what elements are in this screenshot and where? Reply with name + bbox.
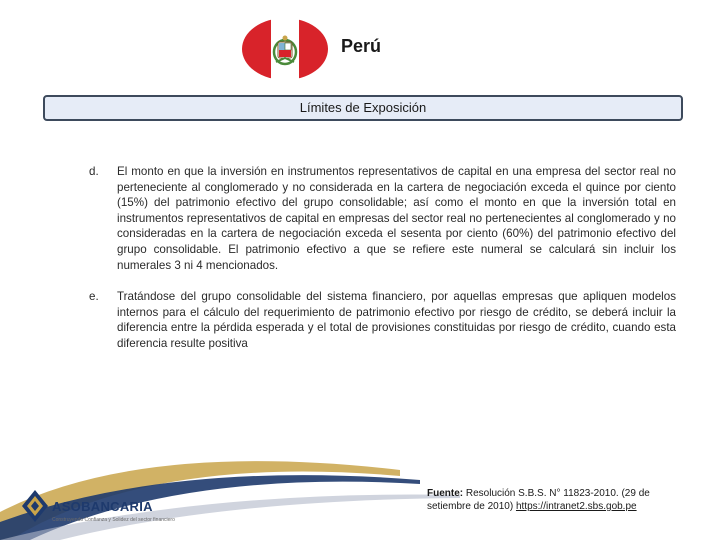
source-link[interactable]: https://intranet2.sbs.gob.pe [515,501,637,512]
logo-name: ASOBANCARIA [52,499,153,514]
source-text: Resolución S.B.S. N° 11823-2010. (29 de setiembre de 2010) [427,488,650,512]
list-marker: e. [89,290,99,303]
list-item [89,289,676,351]
list-item [89,164,676,273]
source-label: Fuente: [427,488,464,499]
list-item-text: Tratándose del grupo consolidable del sistema financiero, por aquellas empresas que apliquen modelos internos para el cálculo del requerimiento de patrimonio efectivo por riesgo de crédito, se deberá incluir la diferencia entre la pérdida esperada y el total de provisiones constituidas por riesgo de crédito, cuando esta diferencia resulte positiva [117,290,676,350]
list-item-text: El monto en que la inversión en instrumentos representativos de capital en una empresa del sector real no perteneciente al conglomerado y no considerada en la cartera de negociación exceda el quince por ciento (15%) del patrimonio efectivo del grupo consolidable; así como el monto en que la inversión total en instrumentos representativos de capital en empresas del sector real no pertenecientes al conglomerado y no consideradas en la cartera de negociación exceda el sesenta por ciento (60%) del patrimonio efectivo del grupo consolidable. El patrimonio efectivo a que se refiere este numeral se calculará sin incluir los numerales 3 ni 4 mencionados. [117,165,676,272]
logo-tagline: Construyendo Confianza y Solidez del sector financiero [52,517,175,523]
peru-flag-icon [242,18,328,80]
section-title: Límites de Exposición [299,100,427,115]
page-title: Perú [341,36,382,56]
logo-emblem-icon [22,490,48,522]
source-citation [427,487,692,513]
section-header [43,95,683,121]
list-marker: d. [89,165,99,178]
